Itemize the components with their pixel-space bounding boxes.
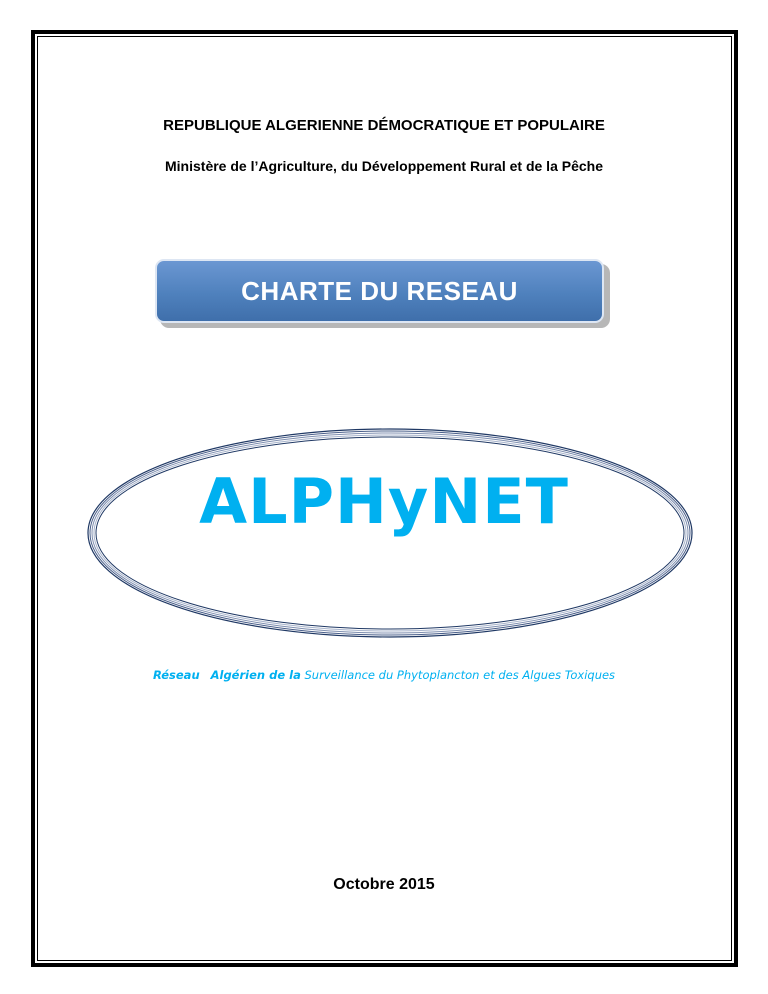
subtitle-part-3: Surveillance du Phytoplancton et des Algues Toxiques xyxy=(304,668,616,682)
subtitle-part-1: Réseau xyxy=(152,668,200,682)
document-date: Octobre 2015 xyxy=(333,876,435,893)
network-subtitle xyxy=(0,668,768,682)
network-logo-text: ALPHyNET xyxy=(199,465,569,538)
republic-heading: REPUBLIQUE ALGERIENNE DÉMOCRATIQUE ET POPULAIRE xyxy=(163,117,605,134)
subtitle-part-2: Algérien de la xyxy=(210,668,301,682)
charter-banner: CHARTE DU RESEAU xyxy=(155,259,604,323)
ministry-heading: Ministère de l’Agriculture, du Développement Rural et de la Pêche xyxy=(165,158,603,174)
